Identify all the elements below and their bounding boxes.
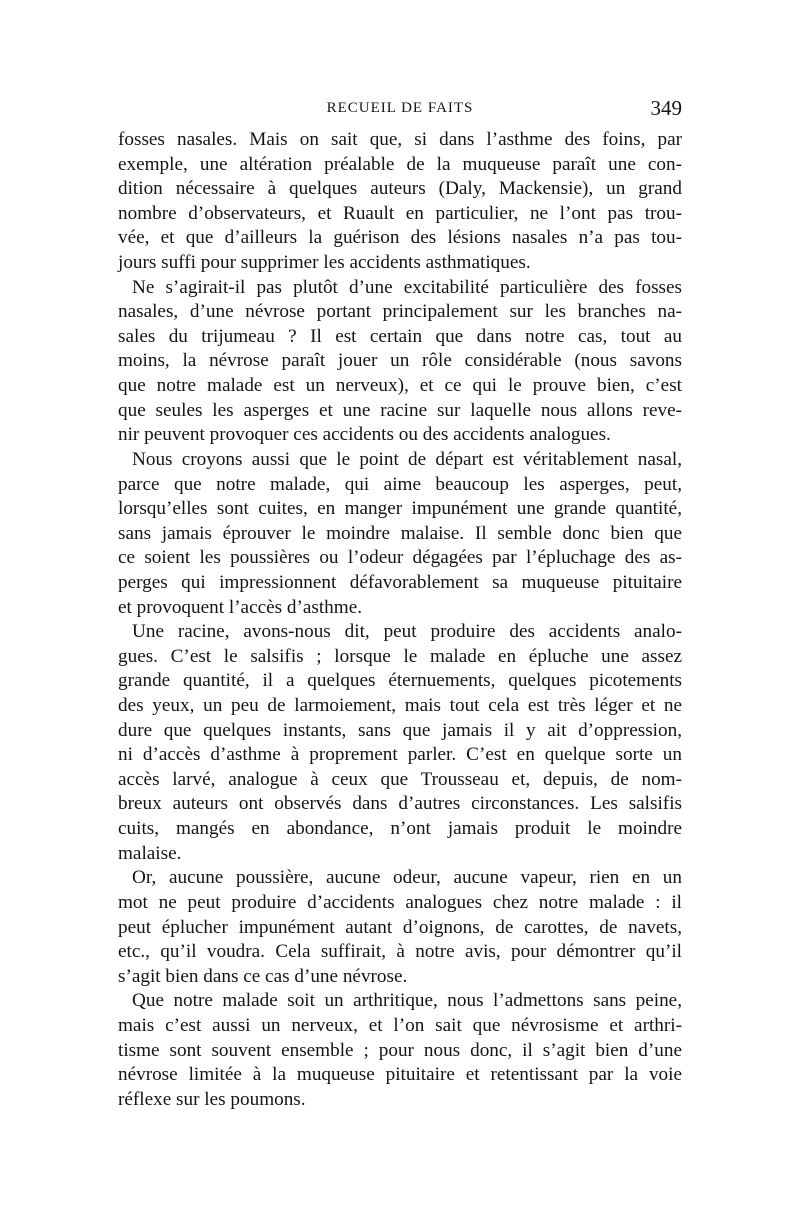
text-line: fosses nasales. Mais on sait que, si dans l’asthme des foins, par [118,129,682,150]
text-line: mais c’est aussi un nerveux, et l’on sait que névrosisme et arthri- [118,1014,682,1036]
text-line: ni d’accès d’asthme à proprement parler. C’est en quelque sorte un [118,744,682,766]
text-line: nir peuvent provoquer ces accidents ou des accidents analogues. [118,424,611,446]
text-line: Ne s’agirait-il pas plutôt d’une excitabilité particulière des fosses [132,276,682,298]
text-line: cuits, mangés en abondance, n’ont jamais produit le moindre [118,818,682,840]
text-line: réflexe sur les poumons. [118,1088,306,1110]
text-line: perges qui impressionnent défavorablement sa muqueuse pituitaire [118,571,682,593]
text-line: gues. C’est le salsifis ; lorsque le malade en épluche une assez [118,645,682,667]
text-line: sales du trijumeau ? Il est certain que dans notre cas, tout au [118,325,682,347]
text-line: dition nécessaire à quelques auteurs (Daly, Mackensie), un grand [118,178,682,200]
text-line: nasales, d’une névrose portant principalement sur les branches na- [118,301,682,323]
text-line: etc., qu’il voudra. Cela suffirait, à notre avis, pour démontrer qu’il [118,941,682,963]
text-line: dure que quelques instants, sans que jamais il y ait d’oppression, [118,719,682,741]
text-line: Que notre malade soit un arthritique, nous l’admettons sans peine, [132,990,682,1012]
paragraph [118,448,682,620]
text-line: ce soient les poussières ou l’odeur dégagées par l’épluchage des as- [118,547,682,569]
body-text [118,128,682,1112]
text-line: moins, la névrose paraît jouer un rôle considérable (nous savons [118,350,682,372]
text-line: jours suffi pour supprimer les accidents asthmatiques. [118,252,531,274]
text-line: que seules les asperges et une racine sur laquelle nous allons reve- [118,399,682,421]
text-line: sans jamais éprouver le moindre malaise. Il semble donc bien que [118,522,682,544]
text-line: tisme sont souvent ensemble ; pour nous donc, il s’agit bien d’une [118,1039,682,1061]
text-line: des yeux, un peu de larmoiement, mais tout cela est très léger et ne [118,695,682,717]
text-line: que notre malade est un nerveux), et ce qui le prouve bien, c’est [118,375,682,397]
text-line: Or, aucune poussière, aucune odeur, aucune vapeur, rien en un [132,867,682,889]
text-line: parce que notre malade, qui aime beaucoup les asperges, peut, [118,473,682,495]
page-number: 349 [650,96,682,120]
text-line: vée, et que d’ailleurs la guérison des lésions nasales n’a pas tou- [118,227,682,249]
text-line: Nous croyons aussi que le point de départ est véritablement nasal, [132,448,682,470]
text-line: peut éplucher impunément autant d’oignons, de carottes, de navets, [118,916,682,938]
text-line: nombre d’observateurs, et Ruault en particulier, ne l’ont pas trou- [118,202,682,224]
text-line: s’agit bien dans ce cas d’une névrose. [118,965,408,987]
text-line: et provoquent l’accès d’asthme. [118,596,363,618]
text-line: névrose limitée à la muqueuse pituitaire et retentissant par la voie [118,1064,682,1086]
running-title: RECUEIL DE FAITS [326,100,474,116]
paragraph [118,128,682,276]
paragraph [118,276,682,448]
text-line: breux auteurs ont observés dans d’autres circonstances. Les salsifis [118,793,682,815]
paragraph [118,866,682,989]
text-line: exemple, une altération préalable de la muqueuse paraît une con- [118,153,682,175]
text-line: grande quantité, il a quelques éternuements, quelques picotements [118,670,682,692]
text-line: Une racine, avons-nous dit, peut produire des accidents analo- [132,621,682,643]
paragraph [118,989,682,1112]
paragraph [118,620,682,866]
text-line: lorsqu’elles sont cuites, en manger impunément une grande quantité, [118,498,682,520]
text-line: malaise. [118,842,182,864]
running-head [118,96,682,126]
text-line: mot ne peut produire d’accidents analogues chez notre malade : il [118,891,682,913]
text-line: accès larvé, analogue à ceux que Trousseau et, depuis, de nom- [118,768,682,790]
